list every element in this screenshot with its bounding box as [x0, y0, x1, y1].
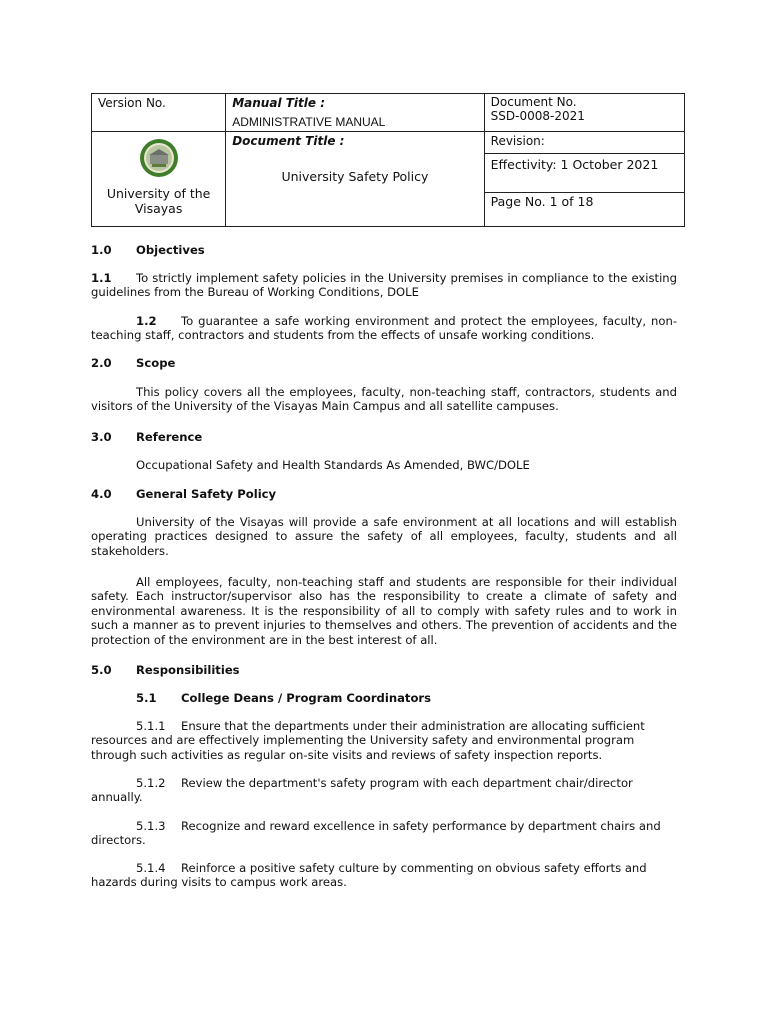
manual-title-label: Manual Title : — [232, 96, 325, 110]
university-seal-icon — [139, 138, 179, 178]
version-cell — [92, 94, 226, 132]
section-title: Responsibilities — [136, 663, 240, 677]
responsibility-5-1-3 — [91, 819, 677, 848]
section-heading-scope — [91, 356, 677, 370]
item-number: 1.2 — [136, 314, 157, 328]
page-number: Page No. 1 of 18 — [490, 193, 594, 209]
document-title: University Safety Policy — [281, 168, 429, 184]
item-number: 5.1.4 — [136, 861, 166, 875]
responsibility-5-1-1 — [91, 719, 677, 762]
effectivity: Effectivity: 1 October 2021 — [490, 157, 659, 173]
item-text: To guarantee a safe working environment and protect the employees, faculty, non-teaching staff, contractors and students from the effects of unsafe working conditions. — [91, 314, 677, 343]
document-no: SSD-0008-2021 — [490, 109, 585, 123]
revision-label: Revision: — [490, 134, 545, 149]
scope-text: This policy covers all the employees, faculty, non-teaching staff, contractors, students and visitors of the University of the Visayas Main Campus and all satellite campuses. — [91, 385, 677, 414]
manual-title-cell — [226, 94, 484, 132]
section-number: 5.0 — [91, 663, 112, 677]
document-no-label: Document No. — [490, 95, 577, 109]
item-number: 1.1 — [91, 271, 112, 285]
item-text: To strictly implement safety policies in the University premises in compliance to the existing guidelines from the Bureau of Working Conditions, DOLE — [91, 271, 677, 300]
section-title: General Safety Policy — [136, 487, 277, 501]
section-number: 4.0 — [91, 487, 112, 501]
document-title-cell — [226, 132, 484, 227]
version-label: Version No. — [98, 96, 166, 110]
subsection-heading-deans — [91, 691, 677, 705]
subsection-title: College Deans / Program Coordinators — [181, 691, 432, 705]
responsibility-5-1-2 — [91, 776, 677, 805]
section-heading-reference — [91, 430, 677, 444]
policy-paragraph-2: All employees, faculty, non-teaching staff and students are responsible for their individual safety. Each instructor/supervisor also has the responsibility to create a climate of safety and environmental awareness. It is the responsibility of all to comply with safety rules and to work in such a manner as to prevent injuries to themselves and others. The prevention of accidents and the protection of the environment are in the best interest of all. — [91, 575, 677, 647]
document-title-label: Document Title : — [232, 134, 345, 149]
objective-1-1 — [91, 271, 677, 300]
objective-1-2 — [91, 314, 677, 343]
document-no-cell — [484, 94, 684, 132]
responsibility-5-1-4 — [91, 861, 677, 890]
revision-cell — [484, 132, 684, 154]
item-number: 5.1.3 — [136, 819, 166, 833]
effectivity-cell — [484, 154, 684, 192]
policy-paragraph-1: University of the Visayas will provide a safe environment at all locations and will establish operating practices designed to assure the safety of all employees, faculty, students and all stakeholders. — [91, 515, 677, 558]
subsection-number: 5.1 — [136, 691, 157, 705]
section-heading-objectives — [91, 243, 677, 257]
university-name: University of the Visayas — [106, 185, 211, 216]
item-text: Ensure that the departments under their administration are allocating sufficient resources and are effectively implementing the University safety and environmental program through such activities as regular on-site visits and reviews of safety inspection reports. — [91, 719, 645, 762]
section-number: 3.0 — [91, 430, 112, 444]
item-text: Recognize and reward excellence in safety performance by department chairs and directors. — [91, 819, 661, 848]
item-number: 5.1.1 — [136, 719, 166, 733]
manual-title: ADMINISTRATIVE MANUAL — [232, 115, 386, 129]
logo-cell — [92, 132, 226, 227]
page-no-cell — [484, 192, 684, 226]
section-title: Scope — [136, 356, 176, 370]
item-text: Review the department's safety program with each department chair/director annually. — [91, 776, 633, 805]
item-text: Reinforce a positive safety culture by commenting on obvious safety efforts and hazards during visits to campus work areas. — [91, 861, 647, 890]
reference-text: Occupational Safety and Health Standards As Amended, BWC/DOLE — [136, 458, 530, 472]
section-title: Objectives — [136, 243, 205, 257]
item-number: 5.1.2 — [136, 776, 166, 790]
section-heading-responsibilities — [91, 663, 677, 677]
section-number: 2.0 — [91, 356, 112, 370]
section-title: Reference — [136, 430, 203, 444]
section-heading-general-safety-policy — [91, 487, 677, 501]
document-header-table — [91, 93, 685, 227]
section-number: 1.0 — [91, 243, 112, 257]
